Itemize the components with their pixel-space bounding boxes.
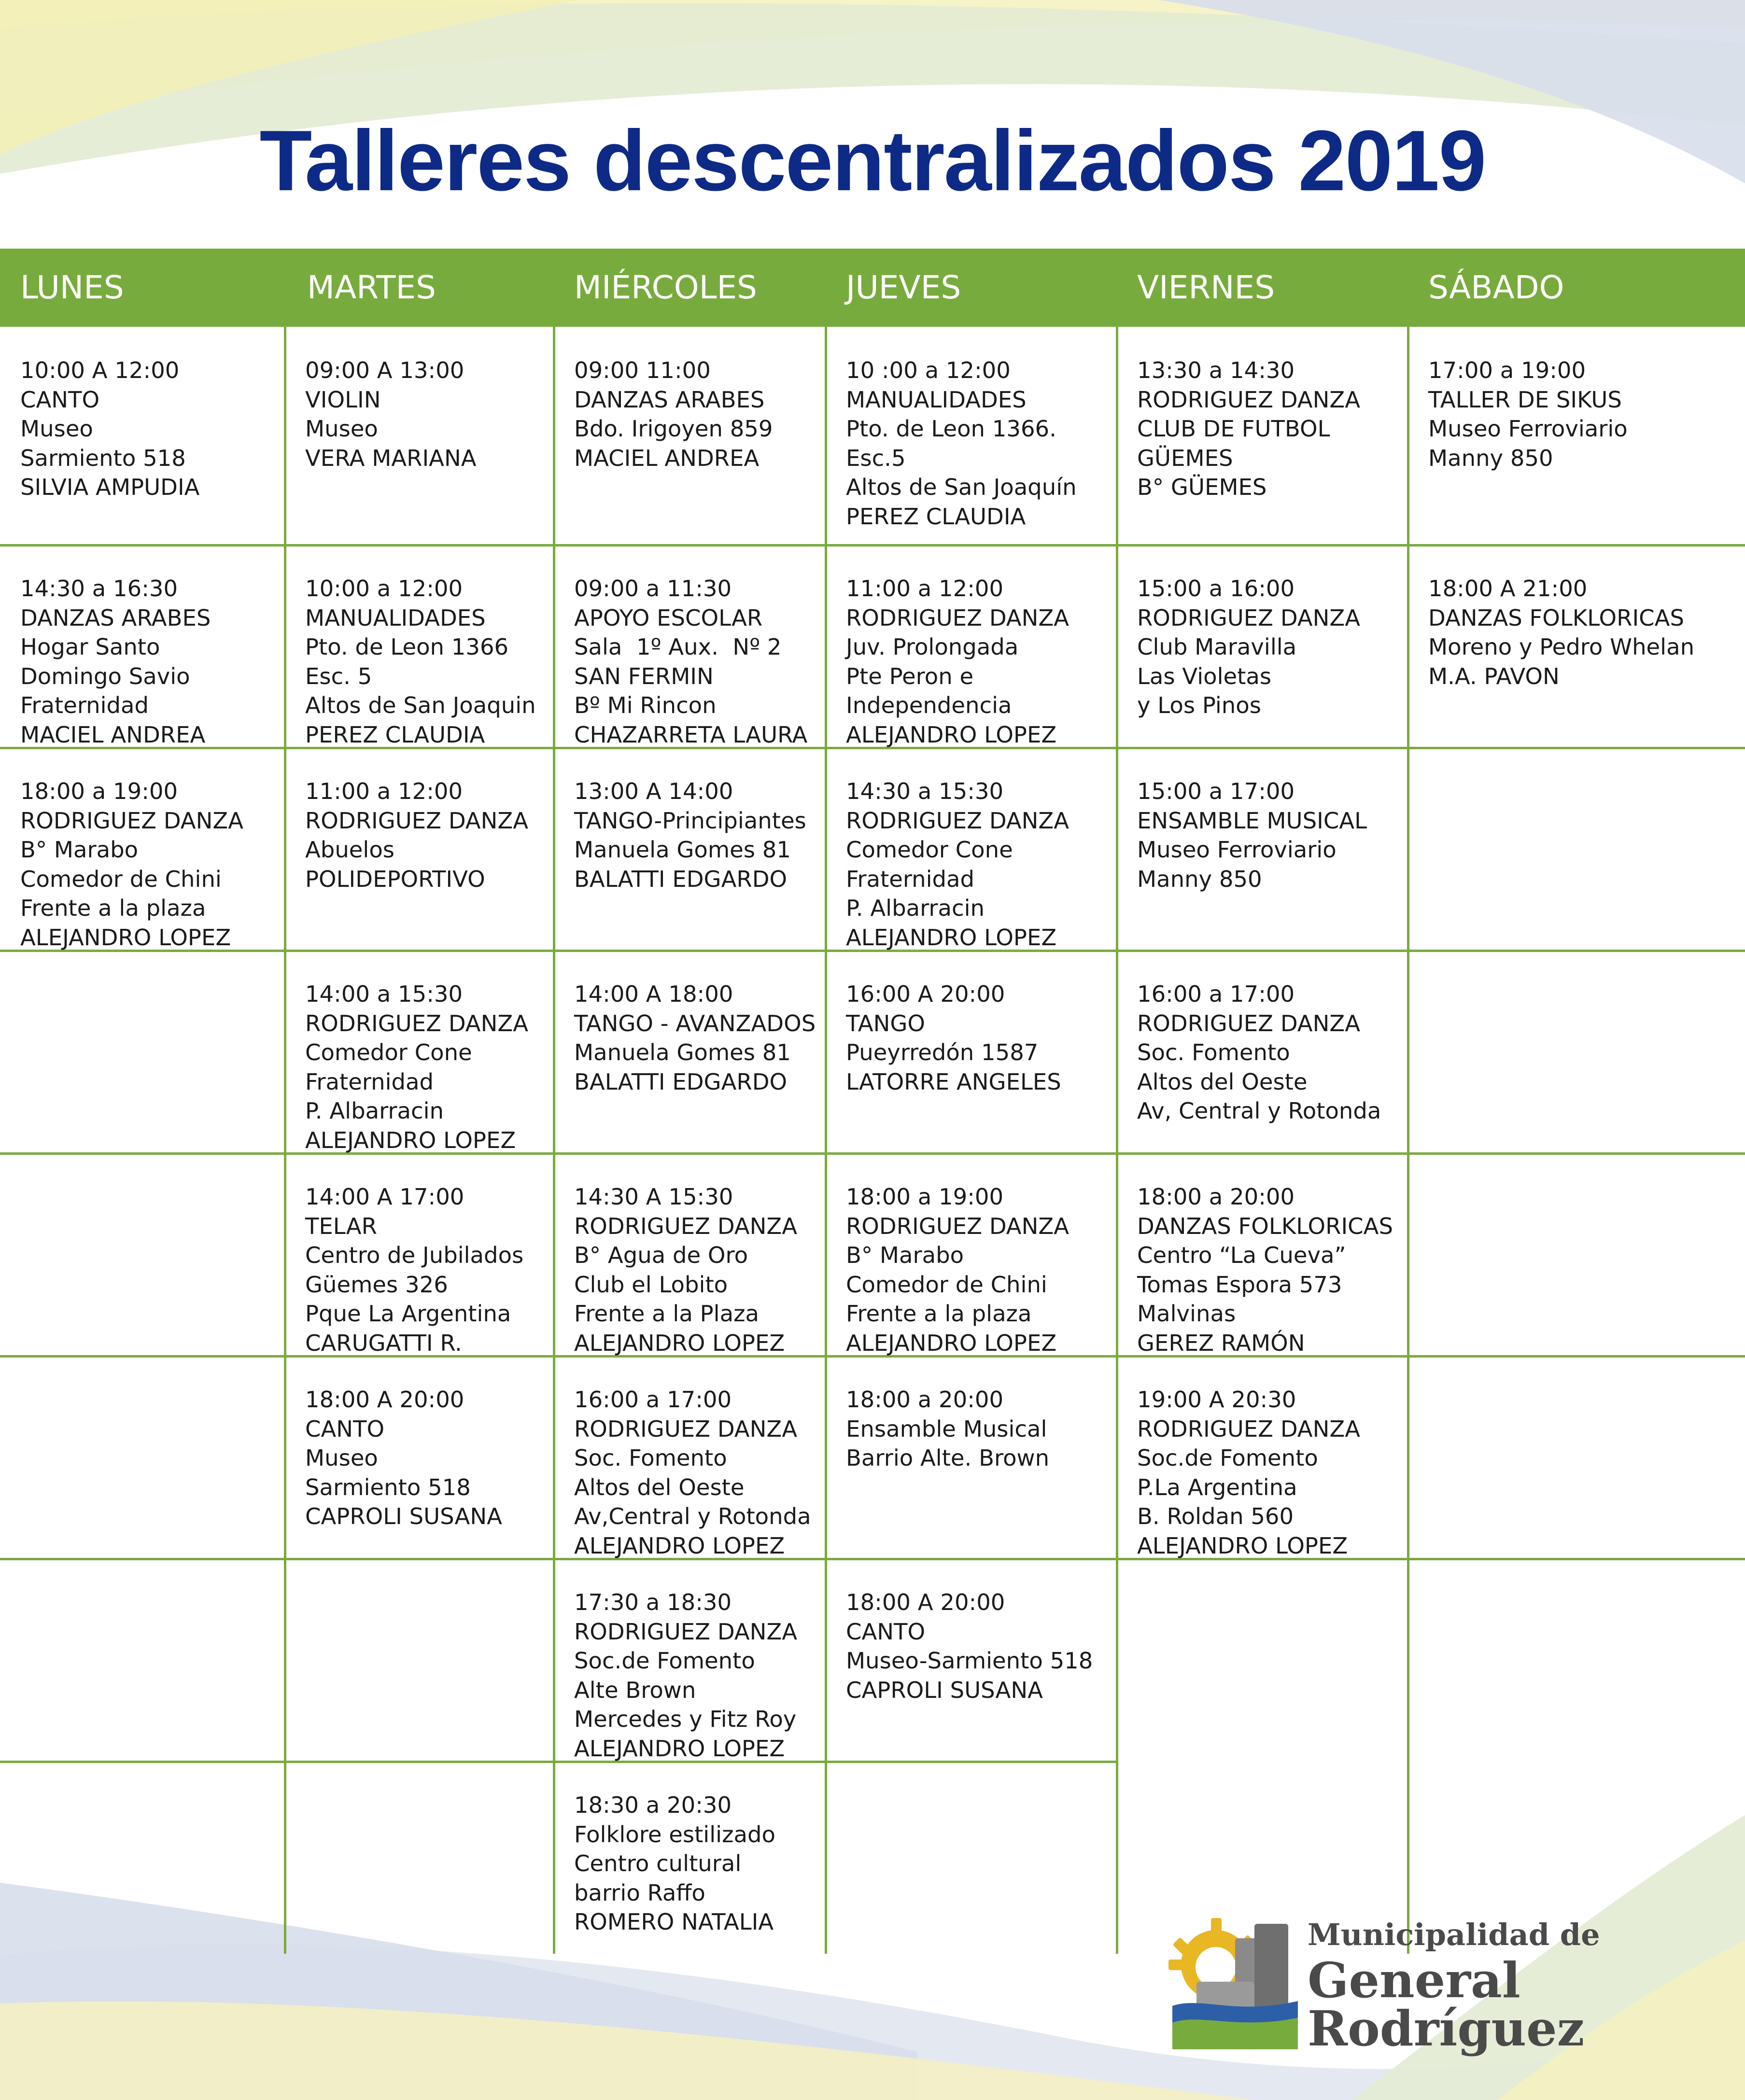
cell-line: CANTO [846, 1618, 926, 1645]
cell-line: 17:00 a 19:00 [1428, 357, 1586, 383]
grid-vline [284, 327, 286, 1954]
cell-line: 13:30 a 14:30 [1137, 357, 1295, 383]
cell-line: VIOLIN [305, 386, 381, 413]
cell-line: Comedor de Chini [846, 1271, 1047, 1298]
cell-line: 10 :00 a 12:00 [846, 357, 1011, 383]
schedule-cell [846, 777, 1113, 952]
cell-line: PEREZ CLAUDIA [846, 503, 1026, 530]
cell-line: RODRIGUEZ DANZA [846, 1213, 1070, 1239]
day-header-martes: MARTES [307, 269, 436, 306]
cell-line: BALATTI EDGARDO [574, 1068, 788, 1095]
schedule-cell [846, 1588, 1113, 1705]
cell-line: DANZAS ARABES [20, 604, 211, 631]
day-header-viernes: VIERNES [1137, 269, 1275, 306]
cell-line: Malvinas [1137, 1301, 1236, 1327]
cell-line: Soc. Fomento [574, 1445, 727, 1471]
cell-line: GÜEMES [1137, 445, 1233, 471]
municipal-gear-logo-icon [1163, 1909, 1308, 2054]
cell-line: Pte Peron e [846, 663, 974, 689]
grid-hline [554, 1152, 826, 1155]
cell-line: Museo Ferroviario [1137, 837, 1337, 863]
cell-line: 09:00 A 13:00 [305, 357, 464, 383]
schedule-cell [1428, 356, 1741, 473]
cell-line: Pueyrredón 1587 [846, 1039, 1039, 1065]
cell-line: 14:30 a 15:30 [846, 778, 1004, 804]
cell-line: Barrio Alte. Brown [846, 1445, 1050, 1471]
cell-line: TANGO - AVANZADOS [574, 1010, 816, 1036]
grid-hline [1408, 1355, 1745, 1358]
cell-line: Bdo. Irigoyen 859 [574, 416, 773, 442]
cell-line: M.A. PAVON [1428, 663, 1560, 689]
cell-line: 14:30 A 15:30 [574, 1184, 733, 1210]
grid-hline [1117, 544, 1408, 546]
page-title: Talleres descentralizados 2019 [259, 112, 1486, 209]
cell-line: Bº Mi Rincon [574, 692, 717, 718]
cell-line: 16:00 A 20:00 [846, 981, 1005, 1007]
grid-hline [0, 1761, 285, 1763]
cell-line: Manuela Gomes 81 [574, 1039, 791, 1065]
grid-hline [826, 1761, 1117, 1763]
cell-line: ENSAMBLE MUSICAL [1137, 807, 1367, 834]
cell-line: y Los Pinos [1137, 692, 1261, 718]
cell-line: RODRIGUEZ DANZA [1137, 1010, 1361, 1036]
cell-line: Comedor Cone [305, 1039, 472, 1065]
cell-line: SILVIA AMPUDIA [20, 474, 200, 500]
grid-hline [1117, 1152, 1408, 1155]
cell-line: 14:00 A 17:00 [305, 1184, 464, 1210]
grid-hline [1408, 1152, 1745, 1155]
grid-hline [1408, 544, 1745, 546]
cell-line: ALEJANDRO LOPEZ [846, 924, 1057, 951]
grid-hline [1117, 950, 1408, 952]
logo-text-line2: General [1308, 1952, 1520, 2009]
cell-line: 16:00 a 17:00 [1137, 981, 1295, 1007]
cell-line: Manny 850 [1137, 866, 1262, 892]
cell-line: MANUALIDADES [846, 386, 1027, 413]
day-header-lunes: LUNES [20, 269, 124, 306]
schedule-cell [846, 1182, 1113, 1358]
cell-line: Frente a la Plaza [574, 1301, 759, 1327]
cell-line: RODRIGUEZ DANZA [846, 604, 1070, 631]
schedule-cell [574, 1791, 822, 1937]
cell-line: TANGO [846, 1010, 926, 1036]
cell-line: GEREZ RAMÓN [1137, 1330, 1305, 1356]
cell-line: barrio Raffo [574, 1879, 705, 1906]
cell-line: B° Agua de Oro [574, 1242, 748, 1268]
cell-line: 18:00 A 20:00 [305, 1386, 464, 1413]
grid-hline [1408, 950, 1745, 952]
cell-line: Abuelos [305, 837, 395, 863]
cell-line: Museo-Sarmiento 518 [846, 1648, 1093, 1674]
cell-line: Soc.de Fomento [574, 1648, 755, 1674]
cell-line: Frente a la plaza [846, 1301, 1032, 1327]
cell-line: Sala 1º Aux. Nº 2 [574, 634, 782, 660]
schedule-cell [1137, 1182, 1404, 1358]
cell-line: 18:30 a 20:30 [574, 1792, 732, 1818]
cell-line: 18:00 a 19:00 [846, 1184, 1004, 1210]
cell-line: Altos del Oeste [1137, 1068, 1308, 1095]
days-header [0, 249, 1745, 327]
day-header-jueves: JUEVES [846, 269, 961, 306]
cell-line: RODRIGUEZ DANZA [574, 1415, 798, 1442]
cell-line: DANZAS FOLKLORICAS [1428, 604, 1684, 631]
cell-line: CANTO [305, 1415, 385, 1442]
cell-line: RODRIGUEZ DANZA [1137, 386, 1361, 413]
cell-line: Pto. de Leon 1366. [846, 416, 1056, 442]
logo-text-line1: Municipalidad de [1308, 1917, 1600, 1952]
schedule-cell [20, 777, 281, 952]
cell-line: Mercedes y Fitz Roy [574, 1706, 797, 1732]
schedule-cell [846, 980, 1113, 1096]
cell-line: Centro “La Cueva” [1137, 1242, 1346, 1268]
grid-hline [285, 1761, 554, 1763]
cell-line: RODRIGUEZ DANZA [1137, 604, 1361, 631]
grid-hline [554, 544, 826, 546]
cell-line: ALEJANDRO LOPEZ [574, 1330, 785, 1356]
cell-line: Folklore estilizado [574, 1821, 775, 1848]
cell-line: POLIDEPORTIVO [305, 866, 485, 892]
cell-line: P. Albarracin [846, 895, 985, 921]
cell-line: SAN FERMIN [574, 663, 714, 689]
cell-line: MANUALIDADES [305, 604, 486, 631]
cell-line: PEREZ CLAUDIA [305, 721, 485, 748]
schedule-cell [846, 1385, 1113, 1473]
cell-line: ALEJANDRO LOPEZ [20, 924, 231, 951]
grid-hline [0, 544, 285, 546]
schedule-cell [574, 1588, 822, 1763]
cell-line: Centro de Jubilados [305, 1242, 524, 1268]
schedule-cell [1137, 1385, 1404, 1560]
cell-line: ALEJANDRO LOPEZ [846, 1330, 1057, 1356]
schedule-cell [1137, 777, 1404, 894]
cell-line: Independencia [846, 692, 1012, 718]
grid-hline [285, 544, 554, 546]
cell-line: Pto. de Leon 1366 [305, 634, 509, 660]
grid-hline [826, 1558, 1117, 1560]
schedule-cell [574, 777, 822, 894]
cell-line: TELAR [305, 1213, 377, 1239]
cell-line: ALEJANDRO LOPEZ [1137, 1532, 1348, 1559]
cell-line: 10:00 a 12:00 [305, 575, 463, 602]
cell-line: MACIEL ANDREA [574, 445, 760, 471]
grid-hline [285, 1558, 554, 1560]
schedule-cell [574, 1385, 822, 1560]
cell-line: Club Maravilla [1137, 634, 1297, 660]
cell-line: Museo Ferroviario [1428, 416, 1628, 442]
cell-line: Soc. Fomento [1137, 1039, 1290, 1065]
cell-line: 16:00 a 17:00 [574, 1386, 732, 1413]
cell-line: RODRIGUEZ DANZA [305, 1010, 529, 1036]
schedule-cell [574, 1182, 822, 1358]
cell-line: Domingo Savio [20, 663, 190, 689]
cell-line: RODRIGUEZ DANZA [574, 1213, 798, 1239]
grid-vline [1407, 327, 1409, 1954]
cell-line: RODRIGUEZ DANZA [1137, 1415, 1361, 1442]
grid-hline [554, 950, 826, 952]
cell-line: B° GÜEMES [1137, 474, 1267, 500]
cell-line: Moreno y Pedro Whelan [1428, 634, 1695, 660]
cell-line: CLUB DE FUTBOL [1137, 416, 1330, 442]
grid-hline [285, 950, 554, 952]
cell-line: TANGO-Principiantes [574, 807, 806, 834]
cell-line: Las Violetas [1137, 663, 1272, 689]
cell-line: RODRIGUEZ DANZA [574, 1618, 798, 1645]
cell-line: Museo [20, 416, 93, 442]
grid-vline [553, 327, 555, 1954]
cell-line: Tomas Espora 573 [1137, 1271, 1342, 1298]
cell-line: RODRIGUEZ DANZA [305, 807, 529, 834]
cell-line: Av,Central y Rotonda [574, 1503, 811, 1529]
cell-line: DANZAS FOLKLORICAS [1137, 1213, 1393, 1239]
cell-line: Esc.5 [846, 445, 906, 471]
cell-line: 10:00 A 12:00 [20, 357, 180, 383]
grid-hline [1117, 747, 1408, 749]
cell-line: 15:00 a 17:00 [1137, 778, 1295, 804]
cell-line: 14:00 A 18:00 [574, 981, 733, 1007]
cell-line: ALEJANDRO LOPEZ [846, 721, 1057, 748]
day-header-miercoles: MIÉRCOLES [574, 269, 758, 306]
cell-line: Comedor de Chini [20, 866, 222, 892]
cell-line: Manuela Gomes 81 [574, 837, 791, 863]
cell-line: APOYO ESCOLAR [574, 604, 763, 631]
cell-line: CAPROLI SUSANA [305, 1503, 502, 1529]
cell-line: 17:30 a 18:30 [574, 1589, 732, 1615]
cell-line: MACIEL ANDREA [20, 721, 206, 748]
cell-line: 13:00 A 14:00 [574, 778, 733, 804]
cell-line: CANTO [20, 386, 100, 413]
schedule-cell [574, 980, 822, 1096]
logo-text-line3: Rodríguez [1308, 2000, 1585, 2057]
cell-line: Sarmiento 518 [305, 1474, 471, 1500]
schedule-cell [1428, 574, 1741, 691]
grid-hline [826, 544, 1117, 546]
cell-line: TALLER DE SIKUS [1428, 386, 1622, 413]
schedule-table [0, 327, 1745, 1954]
cell-line: Museo [305, 1445, 378, 1471]
schedule-cell [846, 574, 1113, 749]
cell-line: 09:00 11:00 [574, 357, 711, 383]
cell-line: RODRIGUEZ DANZA [20, 807, 244, 834]
grid-vline [825, 327, 827, 1954]
schedule-cell [305, 574, 550, 749]
grid-hline [0, 1558, 285, 1560]
cell-line: RODRIGUEZ DANZA [846, 807, 1070, 834]
cell-line: ALEJANDRO LOPEZ [574, 1735, 785, 1762]
day-header-sabado: SÁBADO [1428, 269, 1564, 306]
schedule-cell [20, 356, 281, 502]
cell-line: Esc. 5 [305, 663, 372, 689]
cell-line: BALATTI EDGARDO [574, 866, 788, 892]
cell-line: 14:00 a 15:30 [305, 981, 463, 1007]
cell-line: Alte Brown [574, 1677, 696, 1703]
cell-line: 09:00 a 11:30 [574, 575, 732, 602]
cell-line: Ensamble Musical [846, 1415, 1047, 1442]
cell-line: P. Albarracin [305, 1098, 444, 1124]
schedule-cell [305, 1385, 550, 1531]
cell-line: 11:00 a 12:00 [846, 575, 1004, 602]
cell-line: Altos de San Joaquin [305, 692, 536, 718]
cell-line: 18:00 a 19:00 [20, 778, 178, 804]
cell-line: 19:00 A 20:30 [1137, 1386, 1296, 1413]
cell-line: P.La Argentina [1137, 1474, 1297, 1500]
cell-line: B. Roldan 560 [1137, 1503, 1294, 1529]
schedule-cell [1137, 356, 1404, 502]
cell-line: CAPROLI SUSANA [846, 1677, 1043, 1703]
grid-hline [0, 1355, 285, 1358]
schedule-cell [574, 356, 822, 473]
cell-line: Güemes 326 [305, 1271, 448, 1298]
schedule-cell [305, 777, 550, 894]
cell-line: LATORRE ANGELES [846, 1068, 1061, 1095]
municipal-logo [1163, 1909, 1646, 2057]
cell-line: Fraternidad [20, 692, 149, 718]
grid-hline [826, 1152, 1117, 1155]
cell-line: 15:00 a 16:00 [1137, 575, 1295, 602]
cell-line: CARUGATTI R. [305, 1330, 462, 1356]
cell-line: Club el Lobito [574, 1271, 728, 1298]
cell-line: 18:00 a 20:00 [846, 1386, 1004, 1413]
cell-line: Centro cultural [574, 1850, 742, 1876]
schedule-cell [846, 356, 1113, 531]
schedule-cell [305, 356, 550, 473]
cell-line: ALEJANDRO LOPEZ [305, 1127, 516, 1153]
cell-line: 18:00 A 20:00 [846, 1589, 1005, 1615]
cell-line: Frente a la plaza [20, 895, 206, 921]
grid-hline [1408, 1558, 1745, 1560]
grid-hline [0, 1152, 285, 1155]
cell-line: CHAZARRETA LAURA [574, 721, 808, 748]
schedule-cell [20, 574, 281, 749]
schedule-cell [574, 574, 822, 749]
cell-line: Fraternidad [305, 1068, 434, 1095]
cell-line: Altos de San Joaquín [846, 474, 1077, 500]
cell-line: B° Marabo [846, 1242, 964, 1268]
cell-line: Pque La Argentina [305, 1301, 511, 1327]
cell-line: Museo [305, 416, 378, 442]
cell-line: DANZAS ARABES [574, 386, 765, 413]
cell-line: Soc.de Fomento [1137, 1445, 1318, 1471]
grid-vline [1116, 327, 1118, 1954]
cell-line: Sarmiento 518 [20, 445, 186, 471]
cell-line: 18:00 A 21:00 [1428, 575, 1588, 602]
schedule-cell [305, 980, 550, 1155]
schedule-cell [1137, 574, 1404, 720]
schedule-cell [305, 1182, 550, 1358]
schedule-cell [1137, 980, 1404, 1126]
cell-line: Av, Central y Rotonda [1137, 1098, 1381, 1124]
grid-hline [1408, 747, 1745, 749]
cell-line: Juv. Prolongada [846, 634, 1019, 660]
cell-line: Fraternidad [846, 866, 975, 892]
cell-line: 11:00 a 12:00 [305, 778, 463, 804]
cell-line: 18:00 a 20:00 [1137, 1184, 1295, 1210]
cell-line: VERA MARIANA [305, 445, 477, 471]
cell-line: Manny 850 [1428, 445, 1553, 471]
cell-line: B° Marabo [20, 837, 139, 863]
cell-line: Hogar Santo [20, 634, 160, 660]
cell-line: ROMERO NATALIA [574, 1909, 774, 1935]
cell-line: ALEJANDRO LOPEZ [574, 1532, 785, 1559]
cell-line: 14:30 a 16:30 [20, 575, 178, 602]
cell-line: Comedor Cone [846, 837, 1013, 863]
cell-line: Altos del Oeste [574, 1474, 745, 1500]
